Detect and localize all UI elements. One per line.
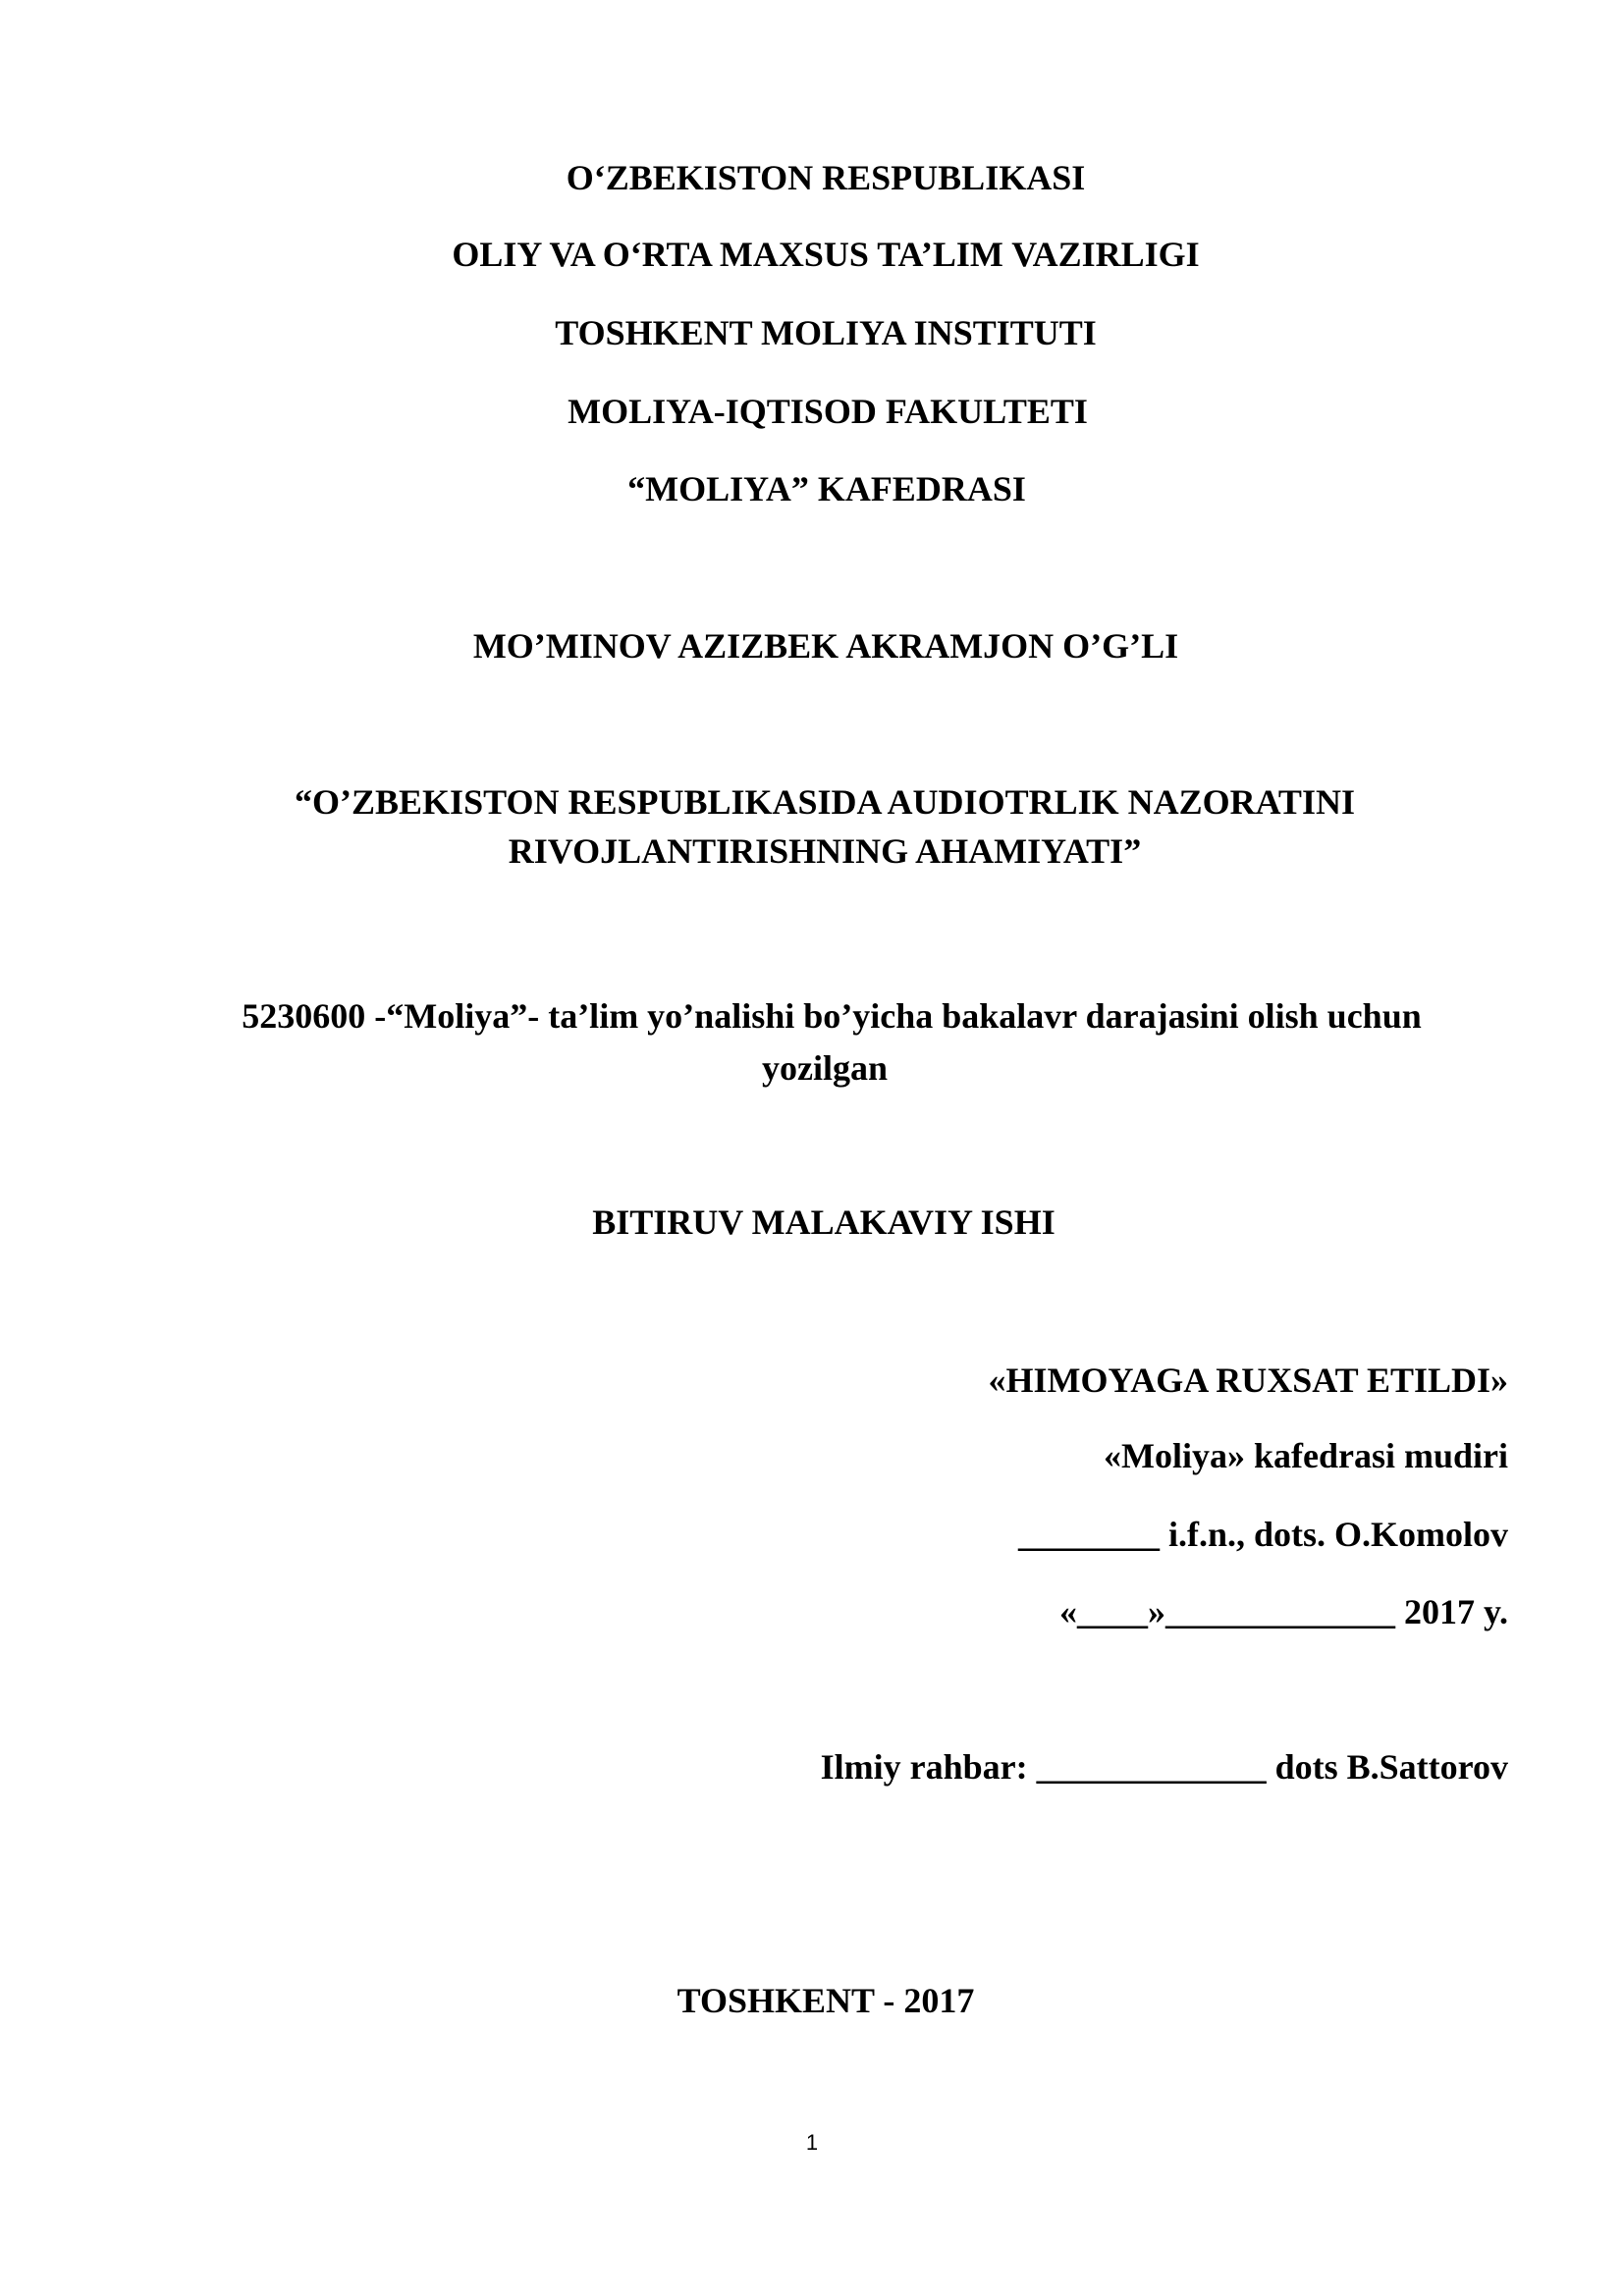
work-type: BITIRUV MALAKAVIY ISHI [592, 1202, 1056, 1242]
degree-direction-line-1: 5230600 -“Moliya”- ta’lim yo’nalishi bo’yicha bakalavr darajasini olish uchun [242, 996, 1422, 1036]
ministry-name: OLIY VA O‘RTA MAXSUS TA’LIM VAZIRLIGI [452, 235, 1200, 274]
approval-heading: «HIMOYAGA RUXSAT ETILDI» [988, 1361, 1508, 1400]
department-name: “MOLIYA” KAFEDRASI [627, 469, 1026, 508]
approval-date: «____»_____________ 2017 y. [1058, 1592, 1508, 1631]
degree-direction-line-2: yozilgan [761, 1048, 888, 1088]
institute-name: TOSHKENT MOLIYA INSTITUTI [555, 313, 1097, 352]
approval-position: «Moliya» kafedrasi mudiri [1104, 1436, 1508, 1475]
faculty-name: MOLIYA-IQTISOD FAKULTETI [568, 392, 1088, 431]
approval-signature: ________ i.f.n., dots. O.Komolov [1017, 1515, 1508, 1554]
author-name: MO’MINOV AZIZBEK AKRAMJON O’G’LI [472, 626, 1179, 666]
page-number: 1 [805, 2130, 819, 2155]
ministry-country: O‘ZBEKISTON RESPUBLIKASI [566, 158, 1086, 197]
thesis-title-line-2: RIVOJLANTIRISHNING AHAMIYATI” [508, 831, 1142, 871]
thesis-title-line-1: “O’ZBEKISTON RESPUBLIKASIDA AUDIOTRLIK NAZORATINI [295, 782, 1355, 822]
city-year: TOSHKENT - 2017 [677, 1981, 975, 2020]
supervisor-line: Ilmiy rahbar: _____________ dots B.Sattorov [820, 1747, 1508, 1787]
